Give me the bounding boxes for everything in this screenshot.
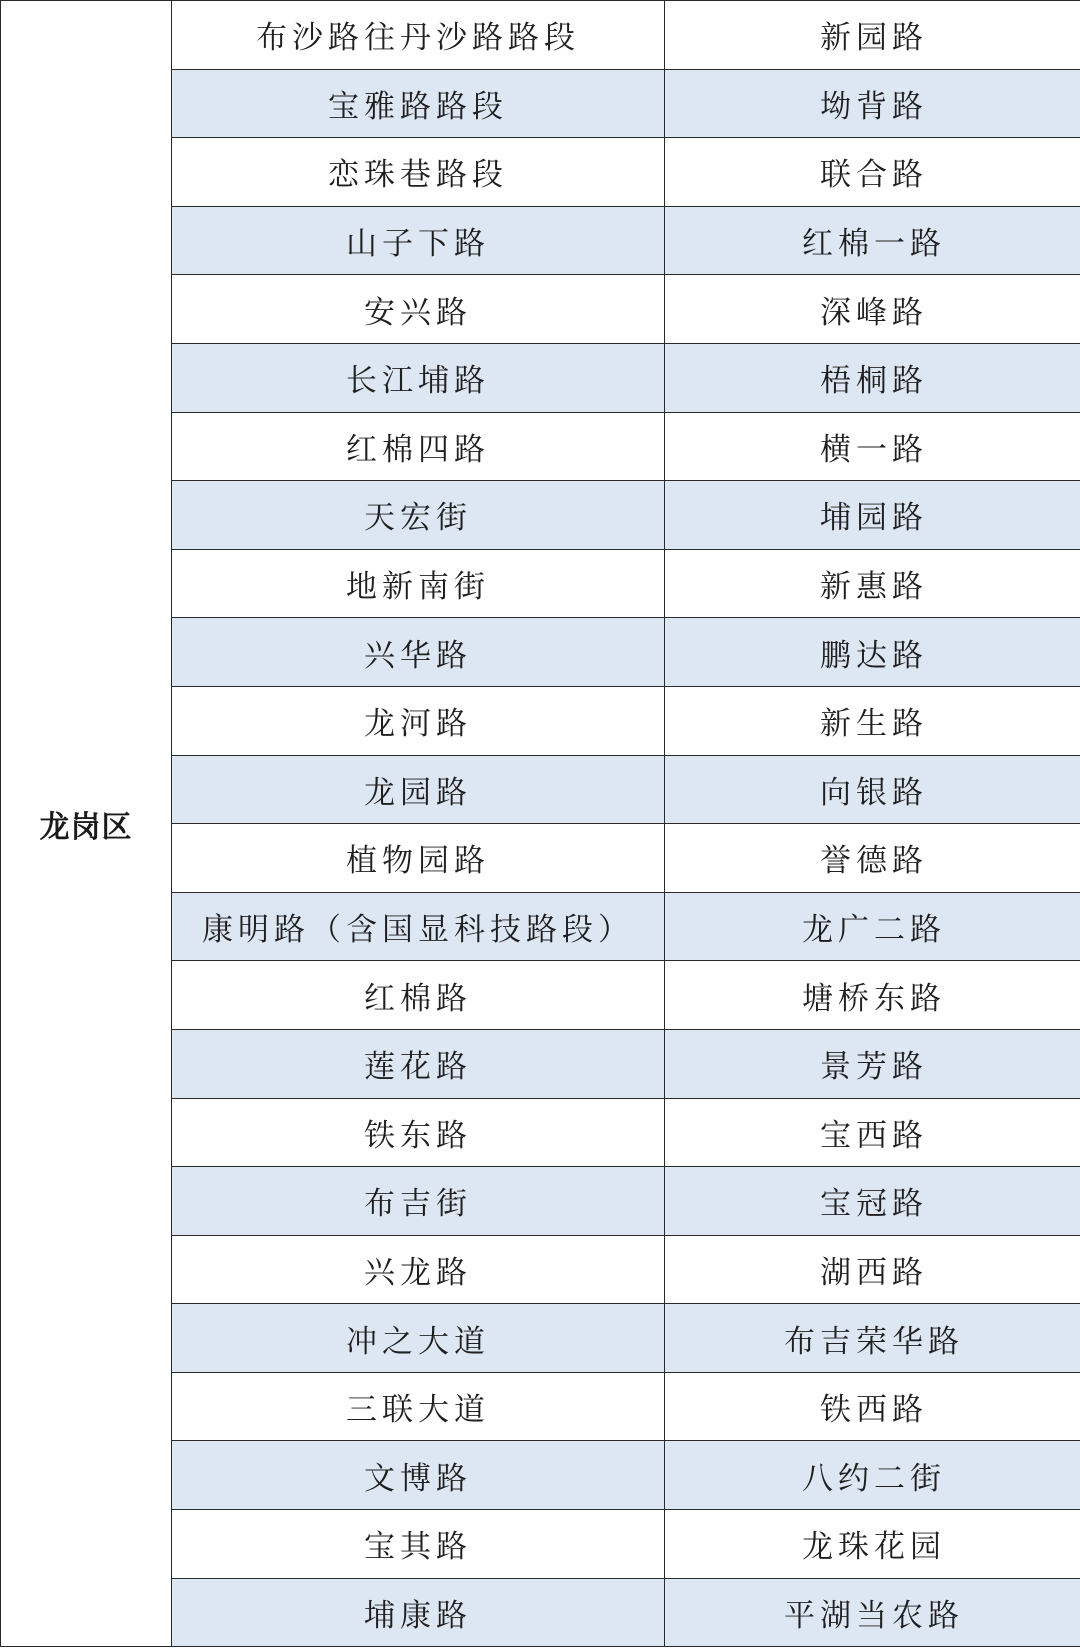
road-name-left-cell: 龙河路: [172, 686, 665, 755]
road-name-left-cell: 红棉路: [172, 961, 665, 1030]
road-name-left-cell: 植物园路: [172, 824, 665, 893]
road-name-right-cell: 新园路: [665, 1, 1080, 70]
road-name-left-cell: 康明路（含国显科技路段）: [172, 892, 665, 961]
road-name-left-cell: 文博路: [172, 1441, 665, 1510]
road-name-right-cell: 坳背路: [665, 69, 1080, 138]
road-name-left-cell: 铁东路: [172, 1098, 665, 1167]
road-name-left-cell: 恋珠巷路段: [172, 138, 665, 207]
road-name-right-cell: 埔园路: [665, 481, 1080, 550]
road-name-right-cell: 誉德路: [665, 824, 1080, 893]
road-name-right-cell: 宝冠路: [665, 1167, 1080, 1236]
road-name-left-cell: 山子下路: [172, 206, 665, 275]
road-name-right-cell: 龙广二路: [665, 892, 1080, 961]
road-name-right-cell: 龙珠花园: [665, 1510, 1080, 1579]
road-name-right-cell: 宝西路: [665, 1098, 1080, 1167]
road-name-right-cell: 铁西路: [665, 1372, 1080, 1441]
road-name-left-cell: 兴龙路: [172, 1235, 665, 1304]
road-name-right-cell: 塘桥东路: [665, 961, 1080, 1030]
road-name-right-cell: 景芳路: [665, 1029, 1080, 1098]
road-name-left-cell: 天宏街: [172, 481, 665, 550]
road-name-right-cell: 湖西路: [665, 1235, 1080, 1304]
road-name-right-cell: 八约二街: [665, 1441, 1080, 1510]
road-name-right-cell: 平湖当农路: [665, 1578, 1080, 1647]
road-name-left-cell: 布吉街: [172, 1167, 665, 1236]
road-name-right-cell: 联合路: [665, 138, 1080, 207]
road-name-left-cell: 莲花路: [172, 1029, 665, 1098]
road-name-left-cell: 冲之大道: [172, 1304, 665, 1373]
road-name-left-cell: 埔康路: [172, 1578, 665, 1647]
road-name-left-cell: 红棉四路: [172, 412, 665, 481]
road-name-right-cell: 深峰路: [665, 275, 1080, 344]
road-name-left-cell: 长江埔路: [172, 343, 665, 412]
road-name-right-cell: 梧桐路: [665, 343, 1080, 412]
road-name-right-cell: 布吉荣华路: [665, 1304, 1080, 1373]
road-name-left-cell: 地新南街: [172, 549, 665, 618]
road-name-left-cell: 三联大道: [172, 1372, 665, 1441]
road-name-right-cell: 横一路: [665, 412, 1080, 481]
road-name-left-cell: 宝雅路路段: [172, 69, 665, 138]
road-name-left-cell: 安兴路: [172, 275, 665, 344]
road-name-right-cell: 红棉一路: [665, 206, 1080, 275]
road-name-right-cell: 鹏达路: [665, 618, 1080, 687]
road-name-left-cell: 宝其路: [172, 1510, 665, 1579]
road-list-body: [1, 1, 1080, 1647]
road-name-right-cell: 新惠路: [665, 549, 1080, 618]
road-name-left-cell: 龙园路: [172, 755, 665, 824]
road-name-right-cell: 向银路: [665, 755, 1080, 824]
district-name-cell: 龙岗区: [1, 1, 172, 1647]
table-row: [1, 1, 1080, 70]
road-name-left-cell: 布沙路往丹沙路路段: [172, 1, 665, 70]
road-name-right-cell: 新生路: [665, 686, 1080, 755]
road-name-left-cell: 兴华路: [172, 618, 665, 687]
